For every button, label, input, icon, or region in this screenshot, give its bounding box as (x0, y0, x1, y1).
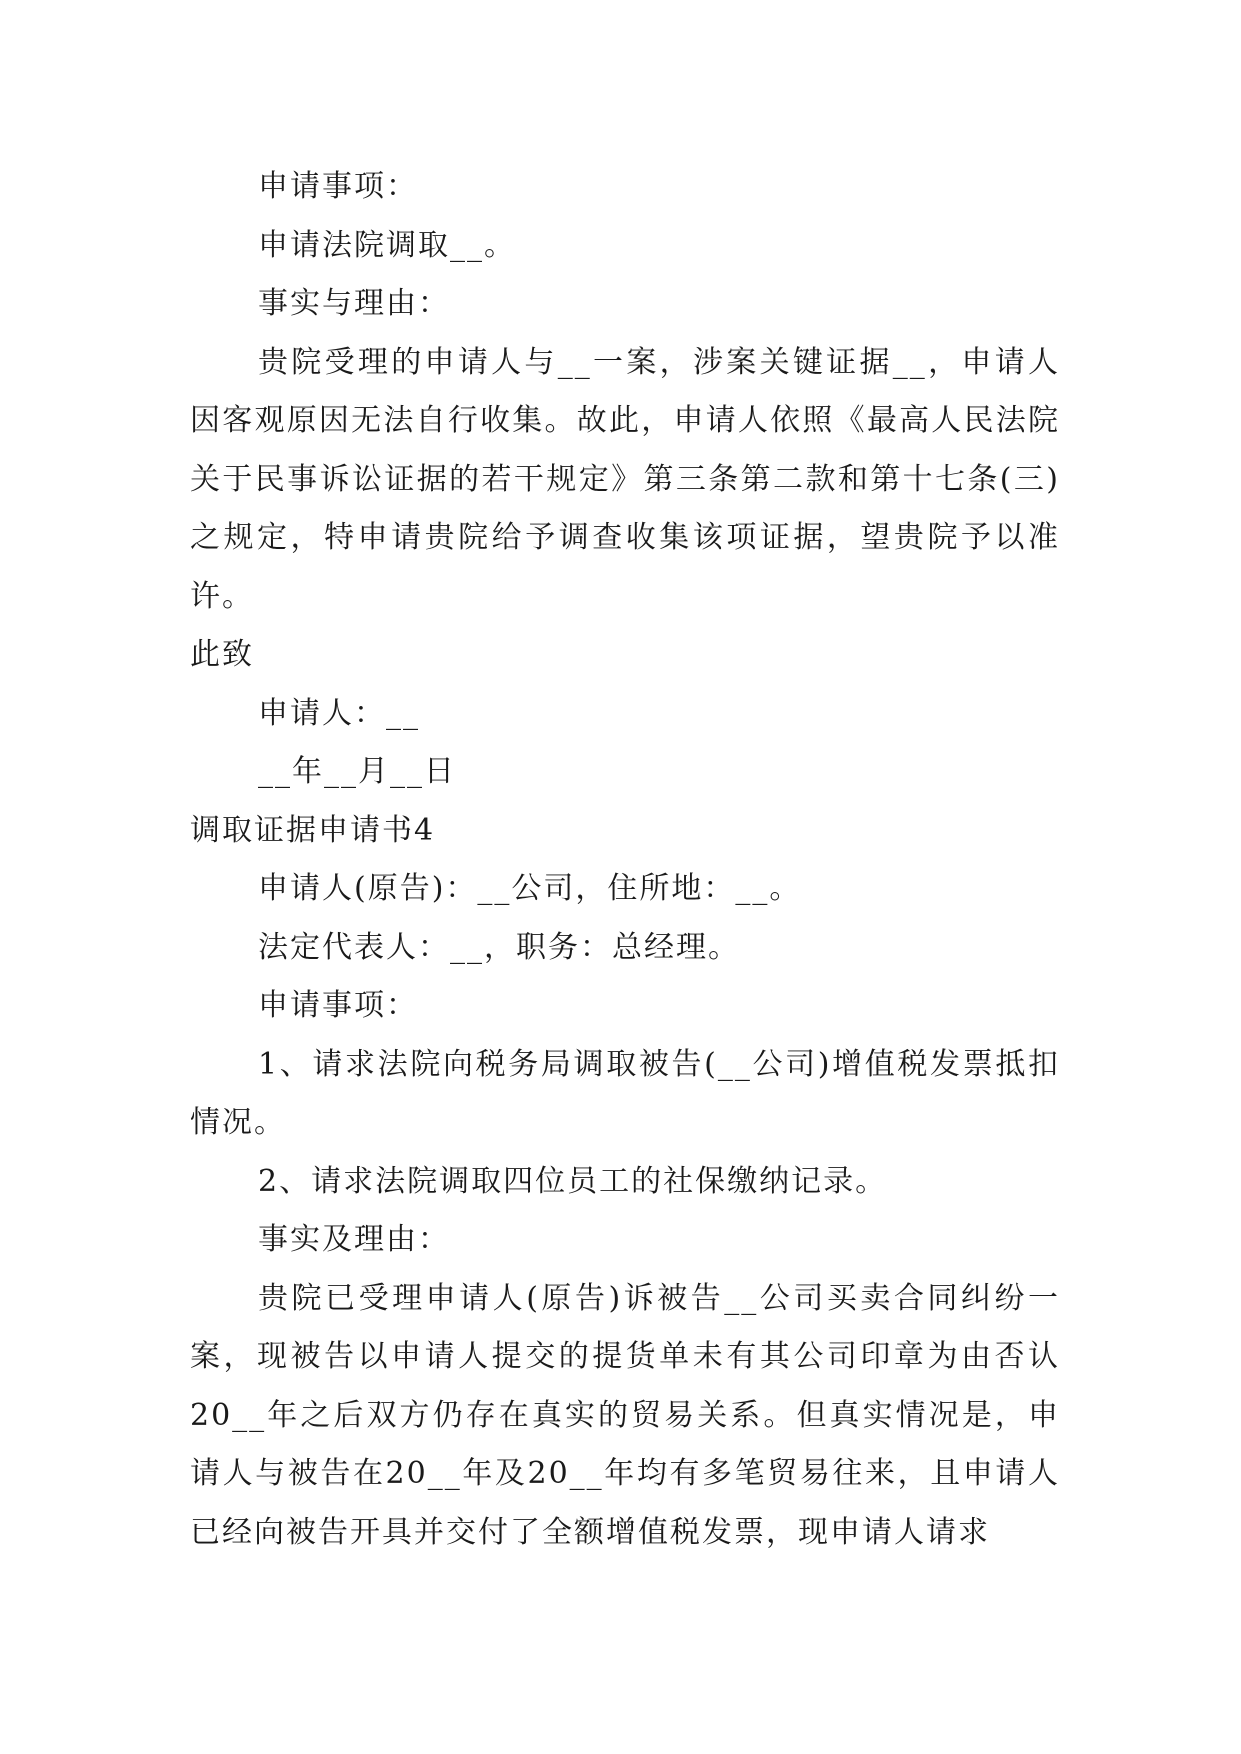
paragraph-legal-representative: 法定代表人：__，职务：总经理。 (258, 929, 740, 965)
paragraph-date: __年__月__日 (258, 754, 456, 789)
paragraph-applicant-plaintiff: 申请人(原告)：__公司，住所地：__。 (258, 871, 802, 906)
paragraph-salutation: 此致 (190, 637, 254, 672)
paragraph-facts-body: 贵院受理的申请人与__一案，涉案关键证据__，申请人因客观原因无法自行收集。故此，申请人依照《最高人民法院关于民事诉讼证据的若干规定》第三条第二款和第十七条(三)之规定，特申请贵院给予调查收集该项证据，望贵院予以准许。 (190, 344, 1060, 614)
paragraph-facts-body-2: 贵院已受理申请人(原告)诉被告__公司买卖合同纠纷一案，现被告以申请人提交的提货单未有其公司印章为由否认20__年之后双方仍存在真实的贸易关系。但真实情况是，申请人与被告在20__年及20__年均有多笔贸易往来，且申请人已经向被告开具并交付了全额增值税发票，现申请人请求 (190, 1280, 1060, 1550)
paragraph-application-items-2: 申请事项： (258, 988, 418, 1023)
paragraph-facts-heading-2: 事实及理由： (258, 1222, 450, 1257)
paragraph-request-2: 2、请求法院调取四位员工的社保缴纳记录。 (258, 1163, 888, 1199)
paragraph-facts-heading: 事实与理由： (258, 286, 450, 321)
section-title: 调取证据申请书4 (190, 812, 436, 848)
paragraph-request-court: 申请法院调取__。 (258, 227, 516, 263)
document-page (190, 158, 1060, 1562)
paragraph-request-1: 1、请求法院向税务局调取被告(__公司)增值税发票抵扣情况。 (190, 1046, 1060, 1140)
paragraph-applicant: 申请人：__ (258, 695, 420, 731)
paragraph-application-items: 申请事项： (258, 169, 418, 204)
